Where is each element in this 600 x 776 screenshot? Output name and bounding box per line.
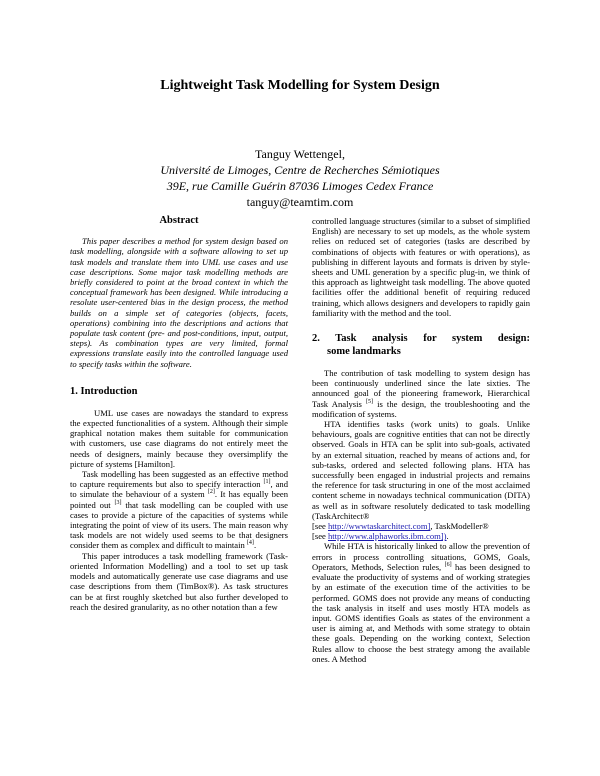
section-2-heading: 2. Task analysis for system design: some landmarks [312,333,530,358]
section-1-heading: 1. Introduction [70,385,138,397]
intro-paragraph-1: UML use cases are nowadays the standard to express the expected functionalities of a system. Although their simple graphical notation makes them suitable for communication with customers, use case diagrams do not entirely meet the needs of designers, mainly because they oversimplify the picture of systems [Hamilton]. [70,407,288,469]
intro-continuation: controlled language structures (similar to a subset of simplified English) are necessary to set up models, as the whole system relies on reduced set of categories (tasks are described by combinations of objects with features or with operations), as publishing in different layouts and formats is driven by style-sheets and UML generation by a specific plug-in, we think of this approach as lightweight task modelling. The above quoted facilities offer the additional benefit of requiring reduced training, which allows designers and developers to rapidly gain familiarity with the method and the tool. [312,216,530,318]
right-column [312,216,530,664]
abstract-heading: Abstract [159,215,199,226]
author-affiliation: Université de Limoges, Centre de Recherches Sémiotiques [160,163,440,177]
author-block [0,146,600,210]
section-2-paragraph-2: HTA identifies tasks (work units) to goals. Unlike behaviours, goals are cognitive entities that can not be directly observed. Goals in HTA can be split into sub-goals, activated by an external situation, reached by means of actions and, for sub-tasks, ordered and selected following plans. HTA has successfully been engaged in industrial projects and remains the reference for task structuring in one of the most acclaimed content scheme in nowadays technical communication (DITA) as well as in software resolutely dedicated to task modelling (TaskArchitect® [see http://wwwtaskarchitect.com], TaskModeller® [see http://www.alphaworks.ibm.com]). [312,419,530,542]
paper-title: Lightweight Task Modelling for System Design [160,78,440,93]
author-email: tanguy@teamtim.com [246,195,354,209]
intro-paragraph-2: Task modelling has been suggested as an effective method to capture requirements but also to specify interaction [1], and to simulate the behaviour of a system [2]. It has equally been pointed out [3] that task modelling can be coupled with use cases to provide a picture of the capacities of systems while integrating the point of view of its users. The main reason why task models are not widely used seems to be that designers consider them as complex and difficult to maintain [4]. [70,469,288,551]
left-column [70,216,288,612]
taskarchitect-link[interactable]: http://wwwtaskarchitect.com] [327,521,431,532]
intro-paragraph-3: This paper introduces a task modelling framework (Task-oriented Information Modelling) and a tool to set up task models and automatically generate use case diagrams and use case descriptions from them (TimBox®). As task structures can be at first roughly sketched but also further developed to reach the desired granularity, as no other notation than a few [70,550,288,612]
author-address: 39E, rue Camille Guérin 87036 Limoges Cedex France [166,179,434,193]
author-name: Tanguy Wettengel, [255,147,345,161]
alphaworks-link[interactable]: http://www.alphaworks.ibm.com]) [327,531,447,542]
section-2-paragraph-1: The contribution of task modelling to system design has been continuously underlined since the late sixties. The announced goal of the pioneering framework, Hierarchical Task Analysis [5] is the design, the troubleshooting and the modification of systems. [312,368,530,419]
section-2-paragraph-3: While HTA is historically linked to allow the prevention of errors in process controlling situations, GOMS, Goals, Operators, Methods, Selection rules, [6] has been designed to evaluate the productivity of systems and of working strategies by an estimate of the execution time of the activities to be performed. GOMS does not provide any means of conducting the task analysis in itself and uses mostly HTA models as input. GOMS identifies Goals as states of the environment a user is aiming at, and Methods with some strategy to obtain these goals. Depending on the working context, Selection Rules allow to choose the best strategy among the available ones. A Method [312,541,530,664]
abstract-text: This paper describes a method for system design based on task modelling, alongside with a software allowing to set up task models and translate them into UML use cases and use case descriptions. Some major task modelling methods are briefly considered to point at the broad context in which the conceptual framework has been designed. While introducing a resolute user-centered bias in the design process, the method builds on a simple set of categories (objects, facets, operations) combining into the descriptions and actions that populate task content (pre- and post-conditions, input, output, steps). As combination types are very limited, formal expressions translate easily into the controlled language used to specify tasks within the software. [70,236,288,369]
